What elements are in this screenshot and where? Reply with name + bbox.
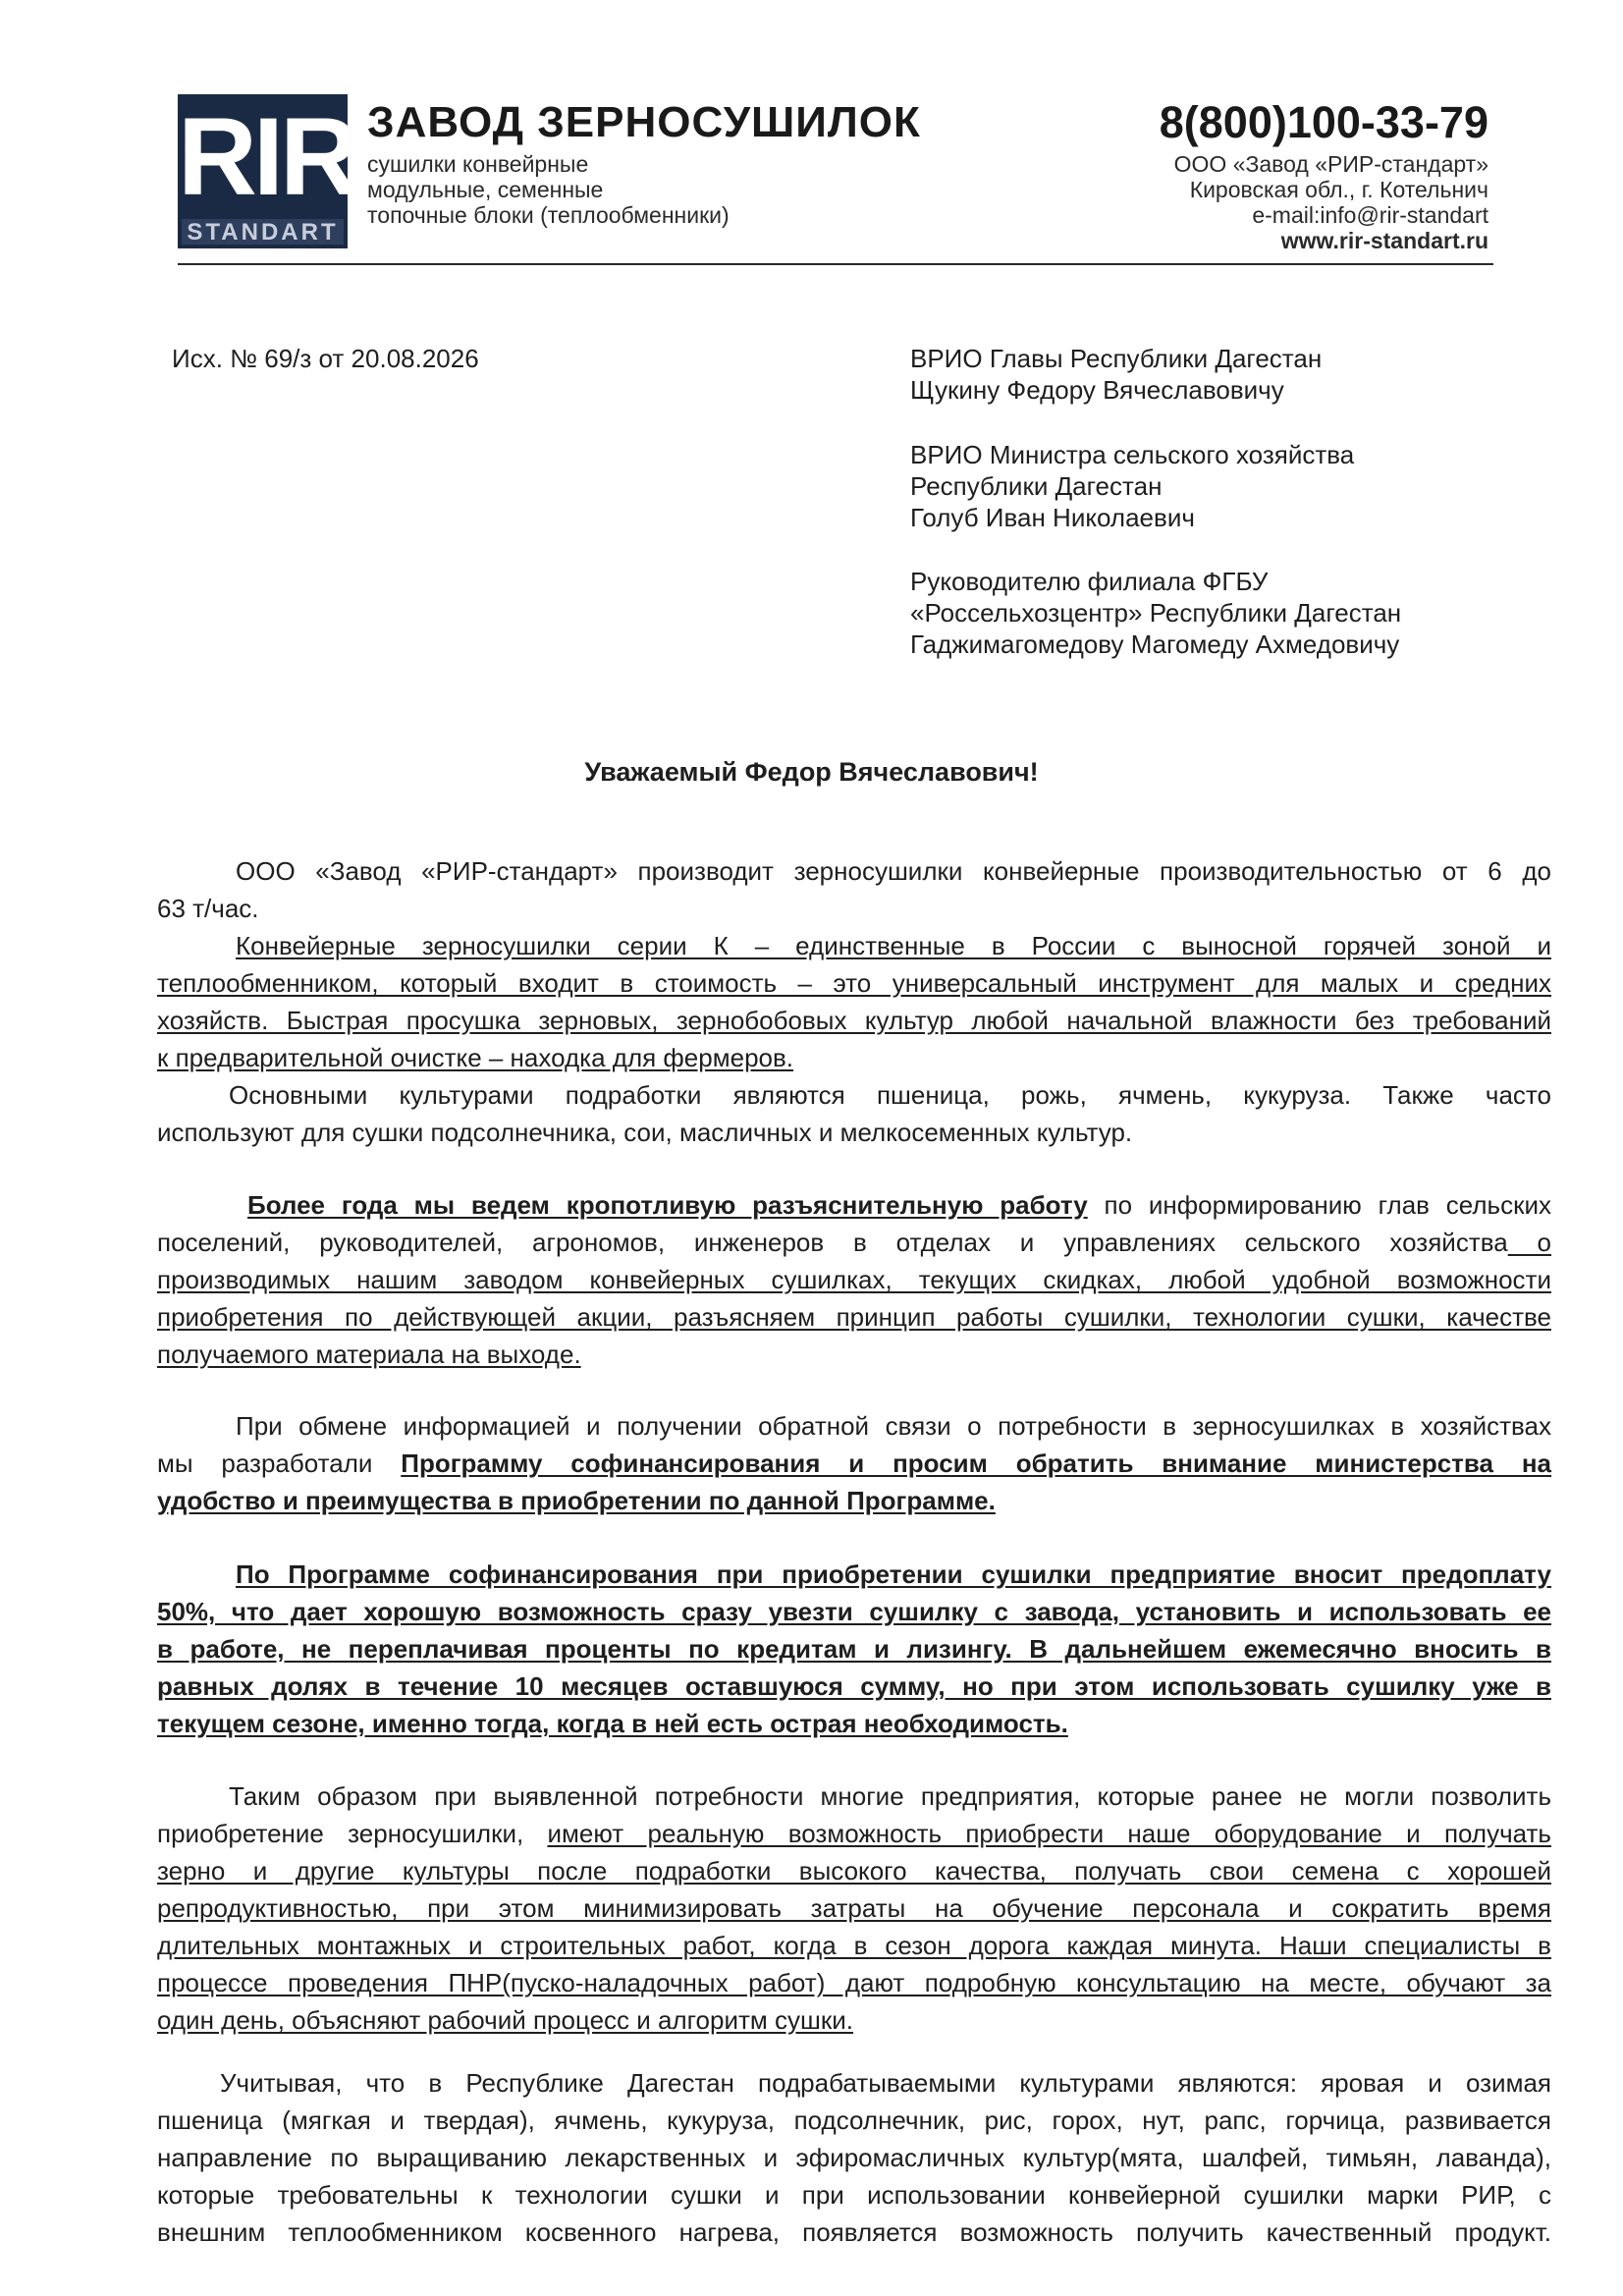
addressee-line: Гаджимагомедову Магомеду Ахмедовичу xyxy=(910,629,1400,659)
body-line: теплообменником, который входит в стоимость – это универсальный инструмент для малых и средних xyxy=(157,968,1551,998)
body-line: направление по выращиванию лекарственных и эфиромасличных культур(мята, шалфей, тимьян, лаванда), xyxy=(157,2143,1551,2172)
logo-text: RIR xyxy=(178,95,355,218)
logo-subtext: STANDART xyxy=(182,219,344,245)
phone-number: 8(800)100-33-79 xyxy=(1159,97,1488,147)
addressee-line: Руководителю филиала ФГБУ xyxy=(910,567,1269,596)
body-line: длительных монтажных и строительных работ, когда в сезон дорога каждая минута. Наши специалисты в xyxy=(157,1931,1551,1960)
addressee-line: ВРИО Главы Республики Дагестан xyxy=(910,344,1323,373)
body-line: хозяйств. Быстрая просушка зерновых, зернобобовых культур любой начальной влажности без требований xyxy=(157,1006,1551,1035)
product-line: сушилки конвейрные xyxy=(367,151,589,177)
salutation: Уважаемый Федор Вячеславович! xyxy=(584,757,1039,787)
body-line: текущем сезоне, именно тогда, когда в ней есть острая необходимость. xyxy=(157,1709,1068,1738)
body-line: в работе, не переплачивая проценты по кредитам и лизингу. В дальнейшем ежемесячно вносить в xyxy=(157,1634,1551,1664)
body-line: 50%, что дает хорошую возможность сразу увезти сушилку с завода, установить и использовать ее xyxy=(157,1597,1551,1626)
company-title: ЗАВОД ЗЕРНОСУШИЛОК xyxy=(367,98,921,146)
body-line xyxy=(157,1819,1551,1848)
addressee-block xyxy=(910,566,1401,660)
product-line: модульные, семенные xyxy=(367,177,604,202)
addressee-line: «Россельхозцентр» Республики Дагестан xyxy=(910,598,1402,628)
emphasis-text: Более года мы ведем кропотливую разъяснительную работу xyxy=(247,1190,1088,1220)
body-line: используют для сушки подсолнечника, сои, масличных и мелкосеменных культур. xyxy=(157,1118,1133,1147)
letterhead-contacts xyxy=(1160,94,1488,253)
body-text: по информированию глав сельских xyxy=(1087,1190,1552,1220)
body-line: Конвейерные зерносушилки серии К – единственные в России с выносной горячей зоной и xyxy=(236,931,1551,960)
body-line: приобретения по действующей акции, разъясняем принцип работы сушилки, технологии сушки, качестве xyxy=(157,1302,1551,1332)
body-line: равных долях в течение 10 месяцев оставшуюся сумму, но при этом использовать сушилку уже в xyxy=(157,1671,1551,1701)
body-line xyxy=(247,1190,1551,1220)
body-line: получаемого материала на выходе. xyxy=(157,1339,581,1369)
body-line: которые требовательны к технологии сушки и при использовании конвейерной сушилки марки РИР, с xyxy=(157,2180,1551,2210)
body-line: один день, объясняют рабочий процесс и алгоритм сушки. xyxy=(157,2005,853,2035)
letterhead-brand xyxy=(367,94,921,228)
body-line: удобство и преимущества в приобретении по данной Программе. xyxy=(157,1486,996,1515)
body-line: зерно и другие культуры после подработки высокого качества, получать свои семена с хорошей xyxy=(157,1856,1551,1886)
body-line: Основными культурами подработки являются пшеница, рожь, ячмень, кукуруза. Также часто xyxy=(229,1080,1551,1110)
addressee-line: Республики Дагестан xyxy=(910,471,1163,501)
body-line: 63 т/час. xyxy=(157,894,259,923)
body-line xyxy=(157,1449,1551,1478)
body-line: Учитывая, что в Республике Дагестан подрабатываемыми культурами являются: яровая и озимая xyxy=(220,2068,1551,2098)
body-line: ООО «Завод «РИР-стандарт» производит зерносушилки конвейерные производительностью от 6 до xyxy=(236,856,1551,886)
header-divider xyxy=(178,263,1493,265)
addressee-block xyxy=(910,439,1354,533)
addressee-line: Щукину Федору Вячеславовичу xyxy=(910,375,1284,405)
body-line: процессе проведения ПНР(пуско-наладочных работ) дают подробную консультацию на месте, обучают за xyxy=(157,1968,1551,1997)
body-text: поселений, руководителей, агрономов, инженеров в отделах и управлениях сельского хозяйства xyxy=(157,1228,1508,1257)
underlined-text: о xyxy=(1507,1228,1552,1257)
body-line: репродуктивностью, при этом минимизировать затраты на обучение персонала и сократить время xyxy=(157,1893,1551,1923)
body-line: Таким образом при выявленной потребности многие предприятия, которые ранее не могли позволить xyxy=(229,1781,1551,1811)
body-line: к предварительной очистке – находка для фермеров. xyxy=(157,1043,794,1072)
company-email: e-mail:info@rir-standart xyxy=(1252,202,1488,228)
company-location: Кировская обл., г. Котельнич xyxy=(1189,177,1488,202)
body-line: внешним теплообменником косвенного нагрева, появляется возможность получить качественный продукт. xyxy=(157,2217,1551,2247)
addressee-line: ВРИО Министра сельского хозяйства xyxy=(910,440,1355,469)
addressee-line: Голуб Иван Николаевич xyxy=(910,503,1195,532)
emphasis-text: Программу софинансирования и просим обратить внимание министерства на xyxy=(401,1449,1552,1478)
body-line xyxy=(157,1228,1551,1257)
body-line: При обмене информацией и получении обратной связи о потребности в зерносушилках в хозяйствах xyxy=(236,1411,1551,1441)
underlined-text: имеют реальную возможность приобрести наше оборудование и получать xyxy=(547,1819,1551,1848)
addressee-block xyxy=(910,343,1322,406)
product-line: топочные блоки (теплообменники) xyxy=(367,202,730,228)
body-line: производимых нашим заводом конвейерных сушилках, текущих скидках, любой удобной возможности xyxy=(157,1265,1551,1294)
company-logo xyxy=(178,94,355,248)
company-website: www.rir-standart.ru xyxy=(1280,228,1488,253)
company-name: ООО «Завод «РИР-стандарт» xyxy=(1173,151,1488,177)
body-line: По Программе софинансирования при приобретении сушилки предприятие вносит предоплату xyxy=(236,1559,1551,1589)
body-text: мы разработали xyxy=(157,1449,402,1478)
body-text: приобретение зерносушилки, xyxy=(157,1819,548,1848)
outgoing-reference: Исх. № 69/з от 20.08.2026 xyxy=(172,344,479,373)
body-line: пшеница (мягкая и твердая), ячмень, кукуруза, подсолнечник, рис, горох, нут, рапс, горчица, развивается xyxy=(157,2105,1551,2135)
